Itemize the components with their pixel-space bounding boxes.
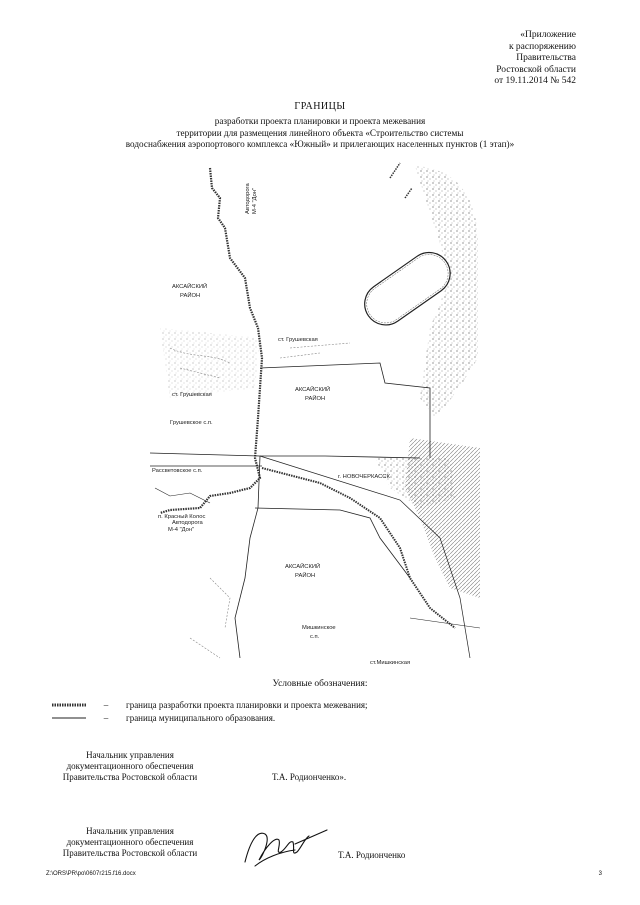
label-city: г. НОВОЧЕРКАССК bbox=[338, 474, 390, 480]
planning-boundary bbox=[390, 163, 412, 198]
minor-track bbox=[190, 578, 230, 658]
label-aksai-district: РАЙОН bbox=[295, 573, 316, 579]
appendix-line: Правительства bbox=[516, 53, 576, 63]
legend-text: граница муниципального образования. bbox=[126, 713, 276, 723]
map-drawing bbox=[150, 158, 480, 673]
signature-position-2 bbox=[45, 826, 215, 859]
subtitle-line: разработки проекта планировки и проекта межевания bbox=[214, 116, 426, 126]
label-settlement: Мишкинское bbox=[302, 625, 336, 631]
urban-area bbox=[375, 458, 455, 508]
legend-text: граница разработки проекта планировки и проекта межевания; bbox=[126, 700, 368, 710]
legend-dash: – bbox=[103, 713, 109, 723]
document-subtitle bbox=[60, 116, 580, 151]
municipal-boundary-swatch bbox=[52, 715, 86, 721]
label-stanitsa: ст.Мишкинская bbox=[370, 660, 411, 666]
municipal-boundary bbox=[155, 488, 210, 503]
signature-position-1 bbox=[45, 750, 215, 783]
position-line: Начальник управления bbox=[86, 750, 174, 760]
boundary-map bbox=[150, 158, 480, 673]
page-number: 3 bbox=[598, 871, 602, 877]
municipal-boundary bbox=[260, 363, 430, 458]
label-highway-bottom-2: М-4 "Дон" bbox=[168, 527, 195, 533]
terrain-area bbox=[160, 328, 260, 398]
label-highway-bottom: Автодорога bbox=[172, 520, 203, 526]
label-highway-top: Автодорога bbox=[245, 183, 251, 214]
label-highway-top-2: М-4 "Дон" bbox=[252, 187, 258, 214]
municipal-boundary bbox=[235, 456, 260, 658]
label-settlement: п. Красный Колос bbox=[158, 514, 206, 520]
signatory-name-1: Т.А. Родионченко». bbox=[272, 772, 347, 782]
planning-boundary-swatch bbox=[52, 702, 86, 708]
subtitle-line: водоснабжения аэропортового комплекса «Южный» и прилегающих населенных пунктов (1 этап)» bbox=[125, 139, 515, 149]
position-line: Начальник управления bbox=[86, 826, 174, 836]
appendix-line: от 19.11.2014 № 542 bbox=[494, 76, 576, 86]
municipal-boundary bbox=[410, 618, 480, 628]
label-aksai-district: РАЙОН bbox=[180, 293, 201, 299]
position-line: Правительства Ростовской области bbox=[62, 848, 198, 858]
appendix-line: «Приложение bbox=[520, 30, 576, 40]
municipal-boundary bbox=[150, 453, 420, 458]
legend-item-planning bbox=[52, 700, 368, 710]
appendix-header bbox=[356, 30, 576, 88]
signatory-name-2: Т.А. Родионченко bbox=[338, 850, 406, 860]
label-aksai-district: АКСАЙСКИЙ bbox=[295, 387, 331, 393]
label-settlement: Рассветовское с.п. bbox=[152, 468, 203, 474]
position-line: Правительства Ростовской области bbox=[62, 772, 198, 782]
label-aksai-district: РАЙОН bbox=[305, 396, 326, 402]
label-aksai-district: АКСАЙСКИЙ bbox=[172, 284, 208, 290]
label-aksai-district: АКСАЙСКИЙ bbox=[285, 564, 321, 570]
label-settlement: Грушевское с.п. bbox=[170, 420, 213, 426]
legend-dash: – bbox=[103, 700, 109, 710]
footer-file-path: Z:\ORS\PR\po\0607r215.f16.docx bbox=[46, 871, 136, 877]
label-settlement: с.п. bbox=[310, 634, 320, 640]
appendix-line: к распоряжению bbox=[508, 41, 576, 52]
label-stanitsa: ст. Грушевская bbox=[172, 392, 212, 398]
municipal-boundary bbox=[255, 508, 410, 578]
document-title: ГРАНИЦЫ bbox=[294, 101, 346, 112]
handwritten-signature bbox=[235, 822, 330, 870]
legend-title: Условные обозначения: bbox=[272, 679, 368, 689]
label-stanitsa: ст. Грушевская bbox=[278, 337, 318, 343]
position-line: документационного обеспечения bbox=[66, 837, 194, 847]
legend-item-municipal bbox=[52, 713, 275, 723]
position-line: документационного обеспечения bbox=[66, 761, 194, 771]
subtitle-line: территории для размещения линейного объекта «Строительство системы bbox=[176, 127, 464, 138]
appendix-line: Ростовской области bbox=[496, 64, 576, 75]
